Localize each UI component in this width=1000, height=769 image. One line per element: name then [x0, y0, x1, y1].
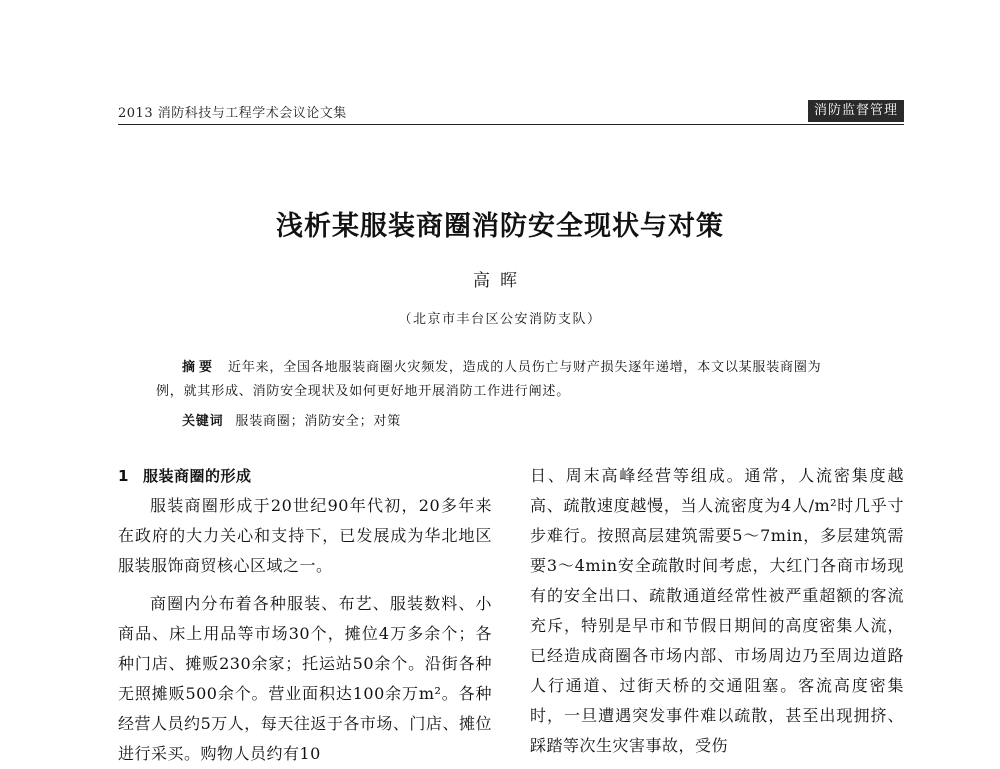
section-title: 服装商圈的形成 — [142, 467, 252, 485]
paragraph-2: 商圈内分布着各种服装、布艺、服装数料、小商品、床上用品等市场30个，摊位4万多余个；各种门店、摊贩230余家；托运站50余个。沿街各种无照摊贩500余个。营业面积达100余万m²。各种经营人员约5万人，每天往返于各市场、门店、摊位进行采买。购物人员约有10 — [118, 594, 492, 763]
abstract-text: 近年来，全国各地服装商圈火灾频发，造成的人员伤亡与财产损失逐年递增，本文以某服装商圈为例，就其形成、消防安全现状及如何更好地开展消防工作进行阐述。 — [156, 360, 822, 399]
abstract — [156, 356, 846, 404]
keywords-label: 关键词 — [182, 414, 224, 429]
author-name: 高晖 — [473, 271, 527, 291]
paper-title: 浅析某服装商圈消防安全现状与对策 — [276, 211, 724, 242]
paragraph-continued: 日、周末高峰经营等组成。通常，人流密集度越高、疏散速度越慢，当人流密度为4人/m²时几乎寸步难行。按照高层建筑需要5～7min，多层建筑需要3～4min安全疏散时间考虑，大红门各商市场现有的安全出口、疏散通道经常性被严重超额的客流充斥，特别是早市和节假日期间的高度密集人流，已经造成商圈各市场内部、市场周边乃至周边道路人行通道、过街天桥的交通阻塞。客流高度密集时，一旦遭遇突发事件难以疏散，甚至出现拥挤、踩踏等次生灾害事故，受伤 — [530, 466, 904, 755]
abstract-label: 摘要 — [182, 360, 217, 375]
paragraph-1: 服装商圈形成于20世纪90年代初，20多年来在政府的大力关心和支持下，已发展成为华北地区服装服饰商贸核心区域之一。 — [118, 496, 492, 575]
right-column — [530, 461, 904, 761]
section-heading — [118, 461, 492, 491]
section-tag: 消防监督管理 — [808, 100, 904, 122]
journal-name: 2013 消防科技与工程学术会议论文集 — [118, 106, 347, 121]
left-column — [118, 461, 492, 769]
keywords-text: 服装商圈；消防安全；对策 — [235, 414, 402, 429]
section-number: 1 — [118, 467, 129, 485]
affiliation: （北京市丰台区公安消防支队） — [398, 312, 602, 327]
running-header — [118, 100, 904, 125]
keywords — [156, 410, 846, 434]
